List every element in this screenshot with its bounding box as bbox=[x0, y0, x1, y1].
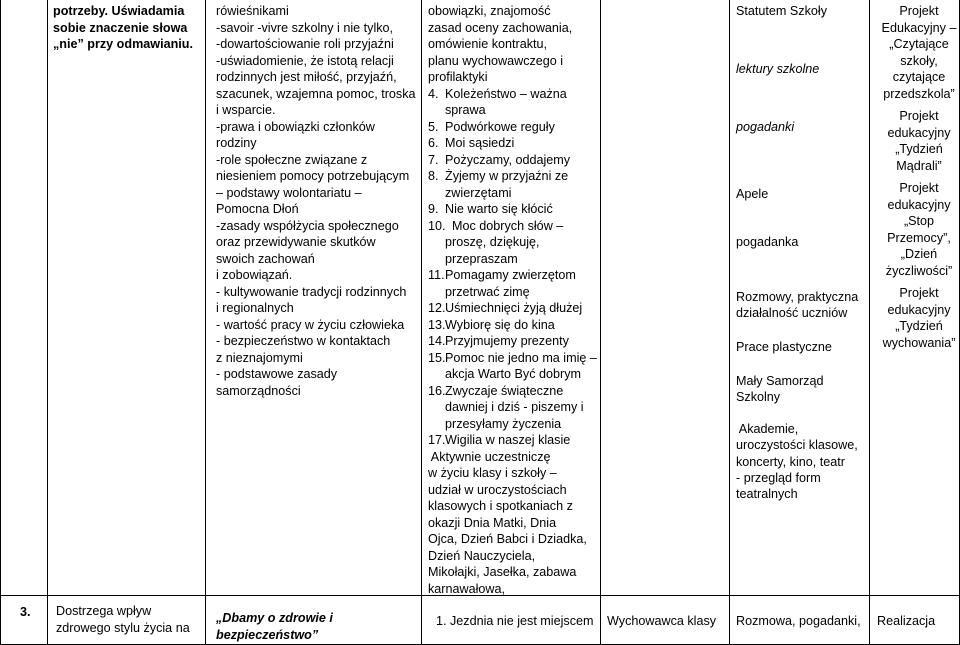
task-line bbox=[428, 498, 597, 515]
text-line: Edukacyjny – bbox=[881, 20, 957, 35]
task-line bbox=[428, 284, 597, 301]
text-line: -prawa i obowiązki członków bbox=[216, 119, 375, 134]
task-number: 9. bbox=[428, 202, 439, 216]
form-item: koncerty, kino, teatr bbox=[736, 455, 845, 469]
task-line bbox=[428, 531, 597, 548]
project-block bbox=[874, 3, 960, 102]
task-number: 11. bbox=[428, 268, 445, 282]
task-number: 13. bbox=[428, 317, 446, 332]
text-line: rówieśnikami bbox=[216, 4, 289, 18]
form-item: Statutem Szkoły bbox=[736, 4, 827, 18]
task-text: przepraszam bbox=[445, 251, 518, 266]
task-text: dawniej i dziś - piszemy i bbox=[445, 400, 584, 414]
text-line: „nie” przy odmawianiu. bbox=[53, 37, 193, 51]
project-block bbox=[874, 180, 960, 279]
task-text: Wigilia w naszej klasie bbox=[445, 433, 571, 447]
task-line bbox=[428, 234, 597, 251]
form-item: Akademie, bbox=[736, 422, 799, 436]
task-text: Zwyczaje świąteczne bbox=[445, 383, 564, 398]
text-line: rodzinnych jest miłość, przyjaźń, bbox=[216, 70, 397, 84]
task-line bbox=[428, 86, 597, 103]
task-line bbox=[428, 201, 597, 218]
form-item: Apele bbox=[736, 187, 769, 201]
task-line bbox=[428, 416, 597, 433]
form-item: lektury szkolne bbox=[736, 62, 820, 76]
text-line: Przemocy”, bbox=[887, 230, 951, 245]
form-item: Prace plastyczne bbox=[736, 340, 832, 354]
task-text: sprawa bbox=[445, 103, 486, 117]
row2-goal-line: zdrowego stylu życia na bbox=[56, 620, 190, 635]
task-line bbox=[428, 168, 597, 185]
form-item: uroczystości klasowe, bbox=[736, 438, 858, 452]
task-number: 7. bbox=[428, 152, 439, 167]
form-item: teatralnych bbox=[736, 487, 798, 501]
row2-forms: Rozmowa, pogadanki, bbox=[736, 614, 861, 628]
text-line: „Tydzień bbox=[895, 142, 943, 156]
row-number: 3. bbox=[20, 605, 31, 619]
task-text: okazji Dnia Matki, Dnia bbox=[428, 515, 557, 530]
goal-cell bbox=[53, 3, 193, 53]
task-text: Koleżeństwo – ważna bbox=[445, 86, 567, 101]
task-text: klasowych i spotkaniach z bbox=[428, 499, 573, 513]
text-line: edukacyjny bbox=[887, 125, 951, 140]
task-number: 14. bbox=[428, 334, 446, 348]
row2-realization: Realizacja bbox=[877, 614, 936, 628]
task-text: Dzień Nauczyciela, bbox=[428, 548, 536, 563]
task-line bbox=[428, 383, 597, 400]
task-number: 17. bbox=[428, 433, 446, 447]
form-item: pogadanka bbox=[736, 235, 799, 249]
task-line bbox=[428, 36, 597, 53]
text-line: Projekt bbox=[899, 286, 939, 300]
task-text: Pomagamy zwierzętom bbox=[445, 268, 576, 282]
text-line: życzliwości” bbox=[885, 263, 953, 278]
task-text: Moc dobrych słów – bbox=[445, 218, 564, 233]
task-line bbox=[428, 564, 597, 581]
task-number: 6. bbox=[428, 136, 439, 150]
text-line: Mądrali” bbox=[896, 158, 942, 173]
text-line: Projekt bbox=[899, 109, 939, 123]
text-line: -zasady współżycia społecznego bbox=[216, 218, 399, 233]
task-line bbox=[428, 218, 597, 235]
task-number: 15. bbox=[428, 350, 446, 365]
text-line: - kultywowanie tradycji rodzinnych bbox=[216, 284, 407, 299]
row2-goal-line: Dostrzega wpływ bbox=[56, 604, 152, 618]
task-text: Mikołajki, Jasełka, zabawa bbox=[428, 565, 577, 579]
text-line: wychowania” bbox=[882, 335, 956, 350]
task-text: Żyjemy w przyjaźni ze bbox=[445, 169, 569, 183]
task-line bbox=[428, 482, 597, 499]
row2-responsible: Wychowawca klasy bbox=[607, 614, 717, 628]
text-line: i wsparcie. bbox=[216, 103, 276, 117]
text-line: samorządności bbox=[216, 383, 301, 398]
text-line: swoich zachowań bbox=[216, 251, 315, 266]
task-text: Aktywnie uczestniczę bbox=[428, 449, 551, 464]
task-text: karnawałowa, bbox=[428, 581, 506, 596]
task-text: akcja Warto Być dobrym bbox=[445, 367, 582, 381]
task-line bbox=[428, 251, 597, 268]
task-text: w życiu klasy i szkoły – bbox=[428, 466, 557, 480]
task-line bbox=[428, 152, 597, 169]
text-line: czytające bbox=[892, 70, 946, 84]
task-line bbox=[428, 350, 597, 367]
task-line bbox=[428, 119, 597, 136]
task-text: Moi sąsiedzi bbox=[445, 136, 515, 150]
task-line bbox=[428, 3, 597, 20]
task-text: przesyłamy życzenia bbox=[445, 416, 562, 431]
task-line bbox=[428, 317, 597, 334]
task-line bbox=[428, 581, 597, 598]
text-line: przedszkola” bbox=[883, 86, 955, 101]
form-item: działalność uczniów bbox=[736, 306, 848, 320]
task-line bbox=[428, 515, 597, 532]
text-line: -savoir -vivre szkolny i nie tylko, bbox=[216, 20, 394, 35]
task-text: planu wychowawczego i bbox=[428, 53, 564, 68]
text-line: oraz przewidywanie skutków bbox=[216, 235, 376, 249]
form-item: Rozmowy, praktyczna bbox=[736, 290, 859, 304]
text-line: potrzeby. Uświadamia bbox=[53, 4, 185, 18]
task-text: obowiązki, znajomość bbox=[428, 4, 551, 18]
text-line: szacunek, wzajemna pomoc, troska bbox=[216, 86, 416, 101]
text-line: „Tydzień bbox=[895, 319, 943, 333]
task-number: 16. bbox=[428, 383, 446, 398]
text-line: -dowartościowanie roli przyjaźni bbox=[216, 37, 394, 51]
task-text: proszę, dziękuję, bbox=[445, 235, 540, 249]
task-line bbox=[428, 267, 597, 284]
text-line: i zobowiązań. bbox=[216, 268, 293, 282]
task-text: Przyjmujemy prezenty bbox=[445, 334, 569, 348]
task-text: Pomoc nie jedno ma imię – bbox=[445, 350, 597, 365]
row2-topic-line: „Dbamy o zdrowie i bbox=[216, 611, 333, 625]
task-text: Nie warto się kłócić bbox=[445, 202, 553, 216]
task-line bbox=[428, 449, 597, 466]
text-line: Pomocna Dłoń bbox=[216, 202, 299, 216]
task-text: Ojca, Dzień Babci i Dziadka, bbox=[428, 532, 587, 546]
task-text: Pożyczamy, oddajemy bbox=[445, 152, 571, 167]
text-line: - podstawowe zasady bbox=[216, 367, 338, 381]
text-line: „Dzień bbox=[900, 247, 938, 261]
form-item: Szkolny bbox=[736, 390, 781, 404]
content-cell bbox=[216, 3, 416, 399]
text-line: Projekt bbox=[899, 4, 939, 18]
text-line: - bezpieczeństwo w kontaktach bbox=[216, 334, 391, 348]
text-line: rodziny bbox=[216, 136, 257, 150]
task-text: zasad oceny zachowania, bbox=[428, 20, 573, 35]
row2-topic bbox=[216, 610, 333, 643]
task-number: 5. bbox=[428, 119, 439, 134]
text-line: sobie znaczenie słowa bbox=[53, 20, 188, 35]
task-line bbox=[428, 53, 597, 70]
text-line: i regionalnych bbox=[216, 301, 294, 315]
project-block bbox=[874, 285, 960, 351]
task-line bbox=[428, 102, 597, 119]
task-line bbox=[428, 185, 597, 202]
task-line bbox=[428, 333, 597, 350]
task-text: przetrwać zimę bbox=[445, 284, 530, 299]
text-line: z nieznajomymi bbox=[216, 350, 303, 365]
task-text: Uśmiechnięci żyją dłużej bbox=[445, 301, 583, 315]
task-line bbox=[428, 69, 597, 86]
task-text: Podwórkowe reguły bbox=[445, 119, 555, 134]
text-line: -uświadomienie, że istotą relacji bbox=[216, 53, 394, 68]
task-text: Wybiorę się do kina bbox=[445, 317, 555, 332]
text-line: niesieniem pomocy potrzebującym bbox=[216, 169, 410, 183]
task-number: 10. bbox=[428, 218, 446, 233]
task-line bbox=[428, 135, 597, 152]
project-block bbox=[874, 108, 960, 174]
row2-task: 1. Jezdnia nie jest miejscem bbox=[436, 614, 594, 628]
form-item: Mały Samorząd bbox=[736, 374, 824, 388]
text-line: -role społeczne związane z bbox=[216, 152, 368, 167]
task-line bbox=[428, 399, 597, 416]
form-item: pogadanki bbox=[736, 120, 795, 134]
task-text: profilaktyki bbox=[428, 70, 488, 84]
task-number: 8. bbox=[428, 169, 439, 183]
projects-cell bbox=[874, 3, 960, 357]
text-line: „Stop bbox=[903, 214, 935, 228]
row2-topic-line: bezpieczeństwo” bbox=[216, 627, 319, 642]
tasks-cell bbox=[428, 3, 597, 597]
task-line bbox=[428, 300, 597, 317]
task-line bbox=[428, 465, 597, 482]
text-line: „Czytające bbox=[889, 37, 949, 51]
task-line bbox=[428, 548, 597, 565]
task-line bbox=[428, 366, 597, 383]
text-line: – podstawy wolontariatu – bbox=[216, 185, 362, 200]
text-line: edukacyjny bbox=[887, 302, 951, 317]
text-line: szkoły, bbox=[900, 53, 938, 68]
task-line bbox=[428, 20, 597, 37]
text-line: - wartość pracy w życiu człowieka bbox=[216, 317, 405, 332]
row2-goal bbox=[56, 603, 190, 636]
text-line: Projekt bbox=[899, 181, 939, 195]
task-text: udział w uroczystościach bbox=[428, 482, 567, 497]
task-text: omówienie kontraktu, bbox=[428, 37, 548, 51]
text-line: edukacyjny bbox=[887, 197, 951, 212]
task-number: 12. bbox=[428, 301, 446, 315]
task-text: zwierzętami bbox=[445, 185, 512, 200]
task-line bbox=[428, 432, 597, 449]
task-number: 4. bbox=[428, 86, 439, 101]
form-item: - przegląd form bbox=[736, 471, 821, 485]
